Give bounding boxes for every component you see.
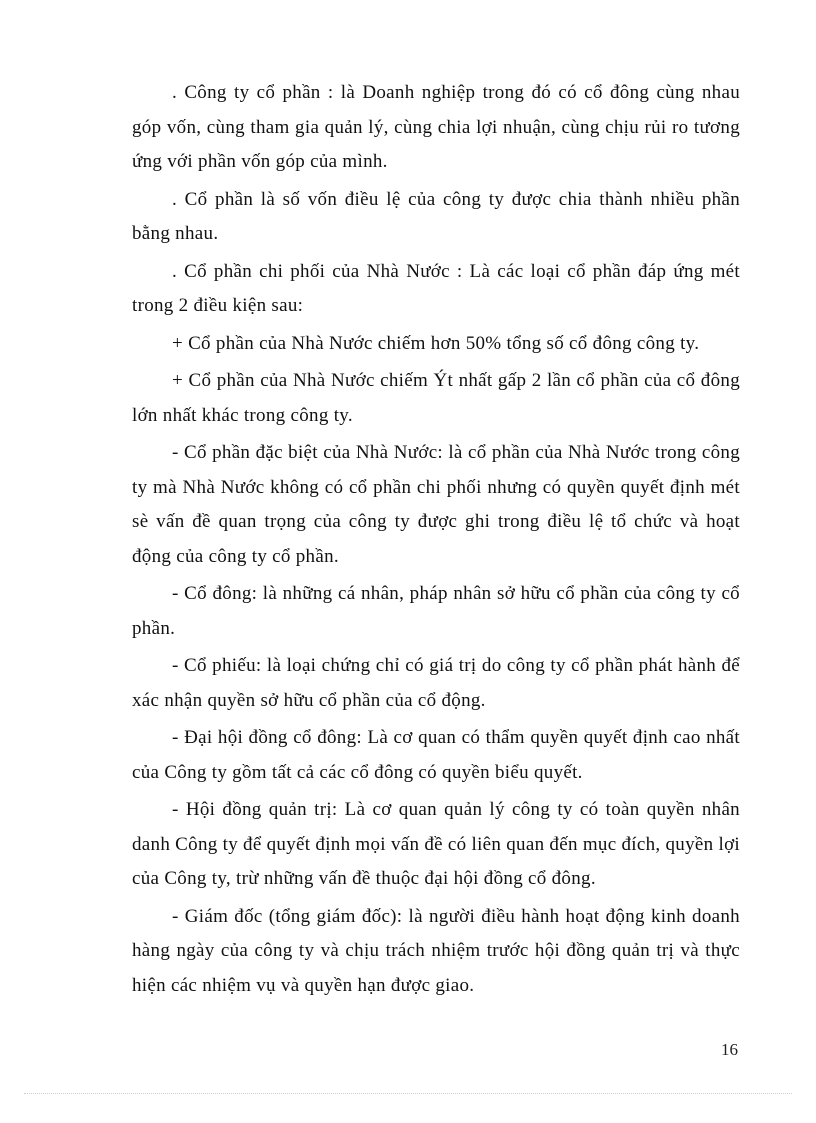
paragraph-condition-2: + Cổ phần của Nhà Nước chiếm Ýt nhất gấp 2 lần cổ phần của cổ đông lớn nhất khác trong công ty.: [132, 370, 740, 426]
paragraph-co-phieu: - Cổ phiếu: là loại chứng chỉ có giá trị do công ty cổ phần phát hành để xác nhận quyền sở hữu cổ phần của cổ động.: [132, 655, 740, 711]
paragraph-co-phan-dac-biet: - Cổ phần đặc biệt của Nhà Nước: là cổ phần của Nhà Nước trong công ty mà Nhà Nước không có cổ phần chi phối nhưng có quyền quyết định mét sè vấn đề quan trọng của công ty được ghi trong điều lệ tổ chức và hoạt động của công ty cổ phần.: [132, 442, 740, 567]
page-number: 16: [721, 1040, 738, 1059]
paragraph-condition-1: + Cổ phần của Nhà Nước chiếm hơn 50% tổng số cổ đông công ty.: [172, 332, 700, 354]
paragraph-hoi-dong-quan-tri: - Hội đồng quản trị: Là cơ quan quản lý công ty có toàn quyền nhân danh Công ty để quyết định mọi vấn đề có liên quan đến mục đích, quyền lợi của Công ty, trừ những vấn đề thuộc đại hội đồng cổ đông.: [132, 799, 740, 889]
paragraph-dai-hoi-dong-co-dong: - Đại hội đồng cổ đông: Là cơ quan có thẩm quyền quyết định cao nhất của Công ty gồm tất cả các cổ đông có quyền biểu quyết.: [132, 727, 740, 783]
paragraph-giam-doc: - Giám đốc (tổng giám đốc): là người điều hành hoạt động kinh doanh hàng ngày của công ty và chịu trách nhiệm trước hội đồng quản trị và thực hiện các nhiệm vụ và quyền hạn được giao.: [132, 905, 740, 996]
paragraph-cong-ty-co-phan: . Công ty cổ phần : là Doanh nghiệp trong đó có cổ đông cùng nhau góp vốn, cùng tham gia quản lý, cùng chia lợi nhuận, cùng chịu rủi ro tương ứng với phần vốn góp của mình.: [132, 82, 740, 172]
paragraph-co-phan: . Cổ phần là số vốn điều lệ của công ty được chia thành nhiều phần bằng nhau.: [132, 188, 740, 244]
page-bottom-divider: [24, 1093, 792, 1094]
paragraph-co-dong: - Cổ đông: là những cá nhân, pháp nhân sở hữu cổ phần của công ty cổ phần.: [132, 583, 740, 639]
paragraph-co-phan-chi-phoi: . Cổ phần chi phối của Nhà Nước : Là các loại cổ phần đáp ứng mét trong 2 điều kiện sau:: [132, 260, 740, 316]
document-body: [132, 76, 740, 1006]
